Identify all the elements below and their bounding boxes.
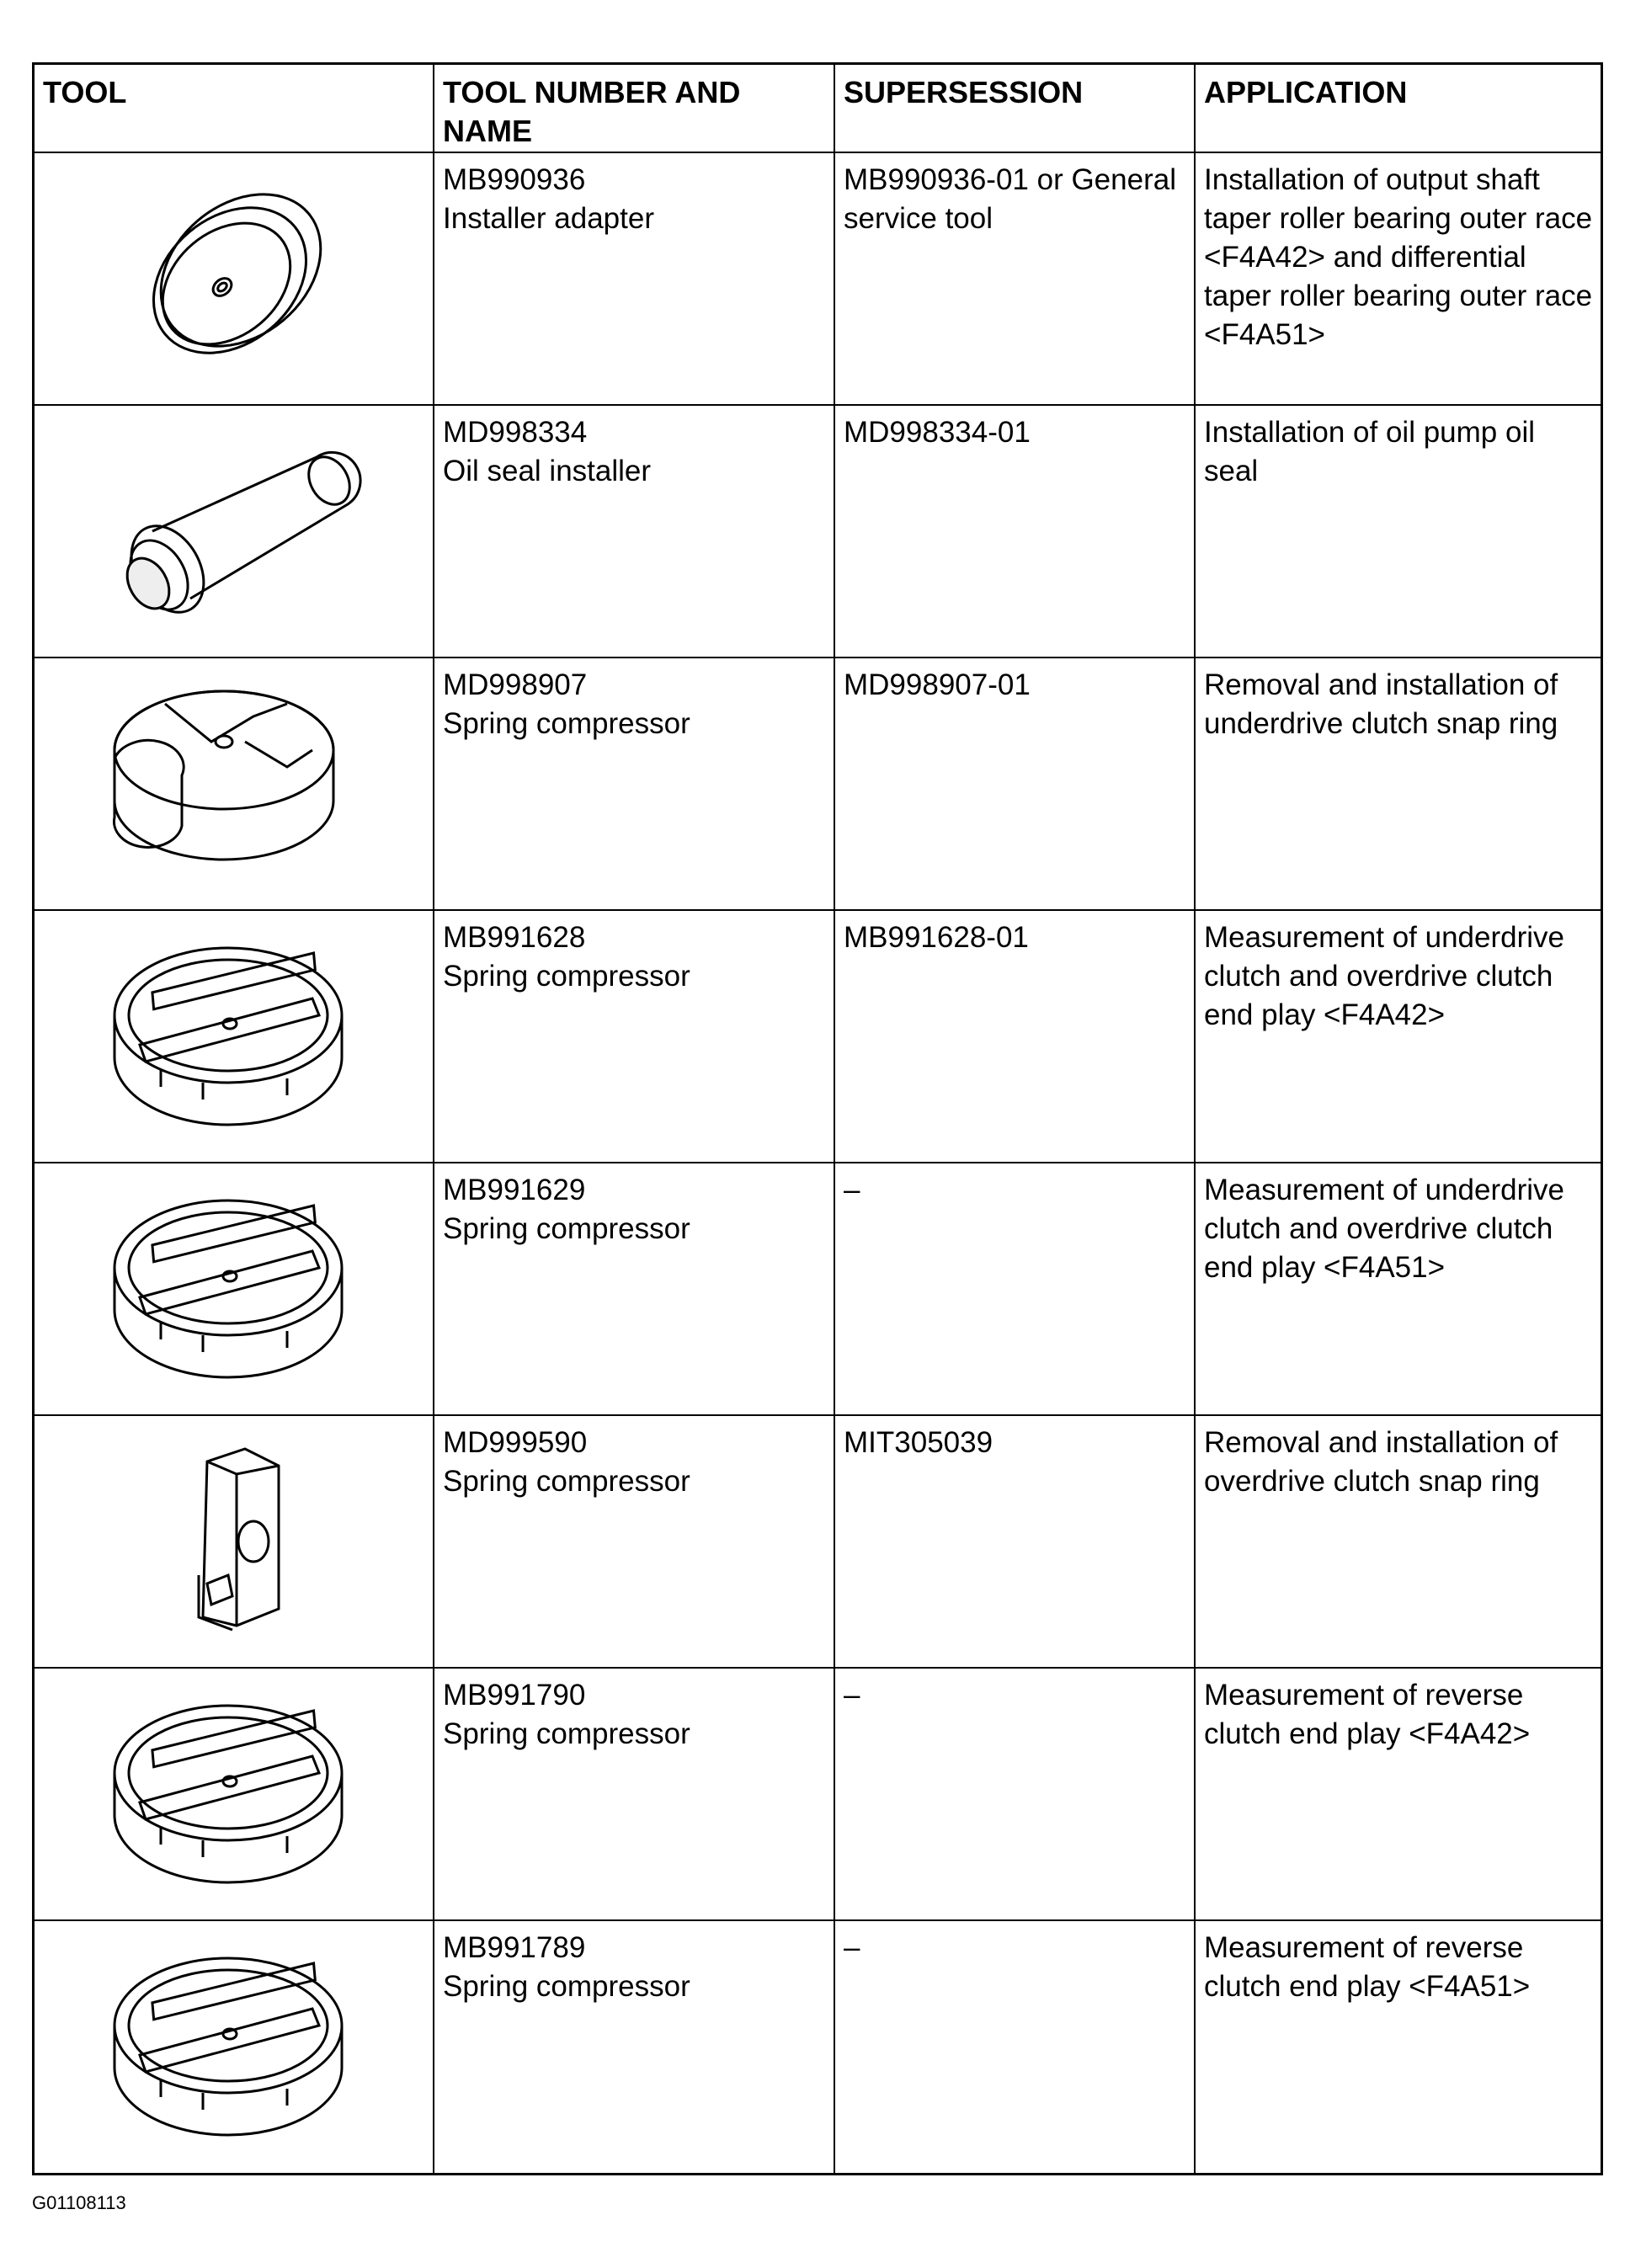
header-tool: TOOL <box>43 75 127 109</box>
supersession-cell: MD998907-01 <box>844 668 1031 701</box>
header-application: APPLICATION <box>1204 75 1408 109</box>
table-row <box>35 405 1601 658</box>
tool-cell <box>35 1163 434 1415</box>
tool-cell <box>35 1920 434 2173</box>
spring-compressor-cup-icon <box>35 658 434 910</box>
tool-number-name-cell <box>434 910 835 1163</box>
tool-cell <box>35 1668 434 1920</box>
tool-number: MB991629 <box>443 1174 586 1206</box>
application-cell: Measurement of underdrive clutch and overdrive clutch end play <F4A51> <box>1204 1174 1564 1284</box>
tool-number: MB991628 <box>443 921 586 954</box>
spring-compressor-ring-icon <box>35 1163 434 1415</box>
table-row <box>35 152 1601 405</box>
table-row <box>35 1668 1601 1920</box>
application-cell: Removal and installation of overdrive clutch snap ring <box>1204 1426 1558 1498</box>
supersession-cell: – <box>844 1679 860 1712</box>
supersession-cell: – <box>844 1931 860 1964</box>
tool-number-name-cell <box>434 658 835 910</box>
spring-compressor-ring-icon <box>35 1668 434 1920</box>
supersession-cell: MIT305039 <box>844 1426 993 1459</box>
tool-number: MB991789 <box>443 1931 586 1964</box>
tool-name: Spring compressor <box>443 960 690 993</box>
tool-cell <box>35 910 434 1163</box>
supersession-cell: – <box>844 1174 860 1206</box>
column-divider <box>834 65 835 2173</box>
tool-name: Spring compressor <box>443 1465 690 1498</box>
tool-cell <box>35 152 434 405</box>
spring-compressor-ring-icon <box>35 1920 434 2173</box>
application-cell: Measurement of underdrive clutch and overdrive clutch end play <F4A42> <box>1204 921 1564 1031</box>
application-cell: Installation of output shaft taper roller bearing outer race <F4A42> and differential taper roller bearing outer race <F4A51> <box>1204 163 1593 351</box>
column-divider <box>433 65 434 2173</box>
installer-adapter-icon <box>35 152 434 405</box>
application-cell: Installation of oil pump oil seal <box>1204 416 1535 487</box>
tool-number-name-cell <box>434 1668 835 1920</box>
table-row <box>35 1920 1601 2173</box>
oil-seal-installer-icon <box>35 405 434 658</box>
application-cell: Measurement of reverse clutch end play <F4A51> <box>1204 1931 1531 2003</box>
tool-name: Spring compressor <box>443 1970 690 2003</box>
spring-compressor-ring-icon <box>35 910 434 1163</box>
tool-cell <box>35 405 434 658</box>
table-row <box>35 658 1601 910</box>
supersession-cell: MB991628-01 <box>844 921 1029 954</box>
application-cell: Measurement of reverse clutch end play <F4A42> <box>1204 1679 1531 1750</box>
figure-code: G01108113 <box>32 2192 126 2213</box>
tool-name: Installer adapter <box>443 202 654 235</box>
tool-cell <box>35 658 434 910</box>
header-tool-number-name: TOOL NUMBER AND NAME <box>443 75 741 148</box>
tool-name: Oil seal installer <box>443 455 652 487</box>
tool-name: Spring compressor <box>443 1212 690 1245</box>
tool-cell <box>35 1415 434 1668</box>
table-row <box>35 1163 1601 1415</box>
tool-number-name-cell <box>434 1415 835 1668</box>
supersession-cell: MD998334-01 <box>844 416 1031 449</box>
tool-number: MB991790 <box>443 1679 586 1712</box>
tool-number: MD999590 <box>443 1426 588 1459</box>
header-supersession: SUPERSESSION <box>844 75 1084 109</box>
table-row <box>35 910 1601 1163</box>
spring-compressor-block-icon <box>35 1415 434 1668</box>
table-row <box>35 1415 1601 1668</box>
tool-number: MB990936 <box>443 163 586 196</box>
tool-number-name-cell <box>434 152 835 405</box>
tool-name: Spring compressor <box>443 1717 690 1750</box>
application-cell: Removal and installation of underdrive clutch snap ring <box>1204 668 1558 740</box>
tool-number: MD998334 <box>443 416 588 449</box>
tool-name: Spring compressor <box>443 707 690 740</box>
header-row <box>35 65 1601 152</box>
tool-number-name-cell <box>434 1920 835 2173</box>
special-tools-table <box>32 62 1603 2175</box>
supersession-cell: MB990936-01 or General service tool <box>844 163 1176 235</box>
column-divider <box>1194 65 1196 2173</box>
tool-number-name-cell <box>434 405 835 658</box>
tool-number: MD998907 <box>443 668 588 701</box>
tool-number-name-cell <box>434 1163 835 1415</box>
